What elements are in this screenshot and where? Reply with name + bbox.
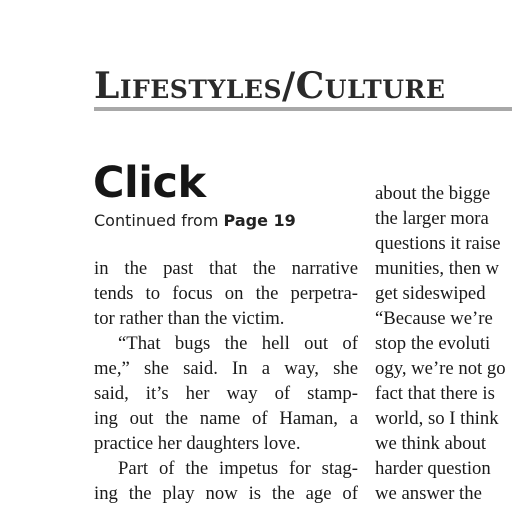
body-text-line: we answer the [375, 483, 482, 504]
body-text-line: ing the play now is the age of [94, 483, 358, 504]
body-text-line: stop the evoluti [375, 333, 491, 354]
body-text-line: ogy, we’re not go [375, 358, 506, 379]
article-headline: Click [93, 158, 206, 208]
header-rule [94, 107, 512, 111]
article-left-column [94, 256, 358, 506]
body-text-line: ing out the name of Haman, a [94, 408, 358, 429]
section-header: Lifestyles/Culture [94, 65, 446, 107]
body-text-line: about the bigge [375, 183, 491, 204]
body-text-line: me,” she said. In a way, she [94, 358, 358, 379]
body-text-line: Part of the impetus for stag- [118, 458, 358, 479]
continued-from-line [94, 211, 296, 231]
body-text-line: we think about [375, 433, 487, 454]
article-right-column [375, 181, 512, 506]
body-text-line: practice her daughters love. [94, 433, 301, 454]
body-text-line: harder question [375, 458, 491, 479]
body-text-line: fact that there is [375, 383, 495, 404]
body-text-line: said, it’s her way of stamp- [94, 383, 358, 404]
body-text-line: world, so I think [375, 408, 499, 429]
body-text-line: in the past that the narrative [94, 258, 358, 279]
body-text-line: munities, then w [375, 258, 500, 279]
body-text-line: the larger mora [375, 208, 489, 229]
body-text-line: questions it raise [375, 233, 501, 254]
body-text-line: “That bugs the hell out of [118, 333, 358, 354]
body-text-line: get sideswiped [375, 283, 486, 304]
body-text-line: tends to focus on the perpetra- [94, 283, 358, 304]
body-text-line: tor rather than the victim. [94, 308, 285, 329]
continued-prefix: Continued from [94, 211, 224, 230]
continued-page-reference: Page 19 [223, 211, 296, 230]
body-text-line: “Because we’re [375, 308, 493, 329]
